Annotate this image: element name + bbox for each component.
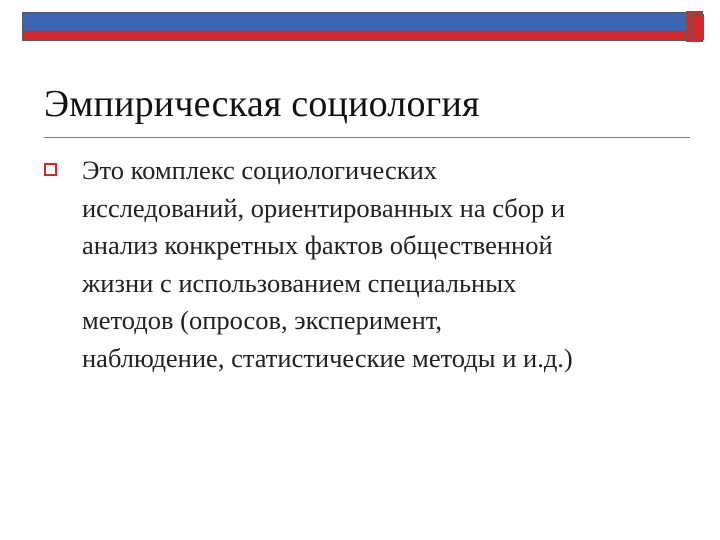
slide-title: Эмпирическая социология: [44, 83, 480, 125]
bullet-line: исследований, ориентированных на сбор и: [82, 192, 566, 223]
bullet-line: наблюдение, статистические методы и и.д.): [82, 342, 573, 373]
bullet-line: Это комплекс социологических: [82, 155, 438, 185]
bullet-line: жизни с использованием специальных: [82, 267, 517, 298]
bullet-line: методов (опросов, эксперимент,: [82, 305, 442, 335]
hollow-square-bullet-icon: [44, 163, 57, 176]
bullet-paragraph: [82, 152, 702, 377]
bullet-line: анализ конкретных фактов общественной: [82, 230, 553, 260]
header-red-band: [22, 31, 688, 41]
header-blue-band: [22, 12, 688, 32]
title-divider: [44, 137, 690, 138]
header-corner-square-inner: [692, 14, 704, 40]
